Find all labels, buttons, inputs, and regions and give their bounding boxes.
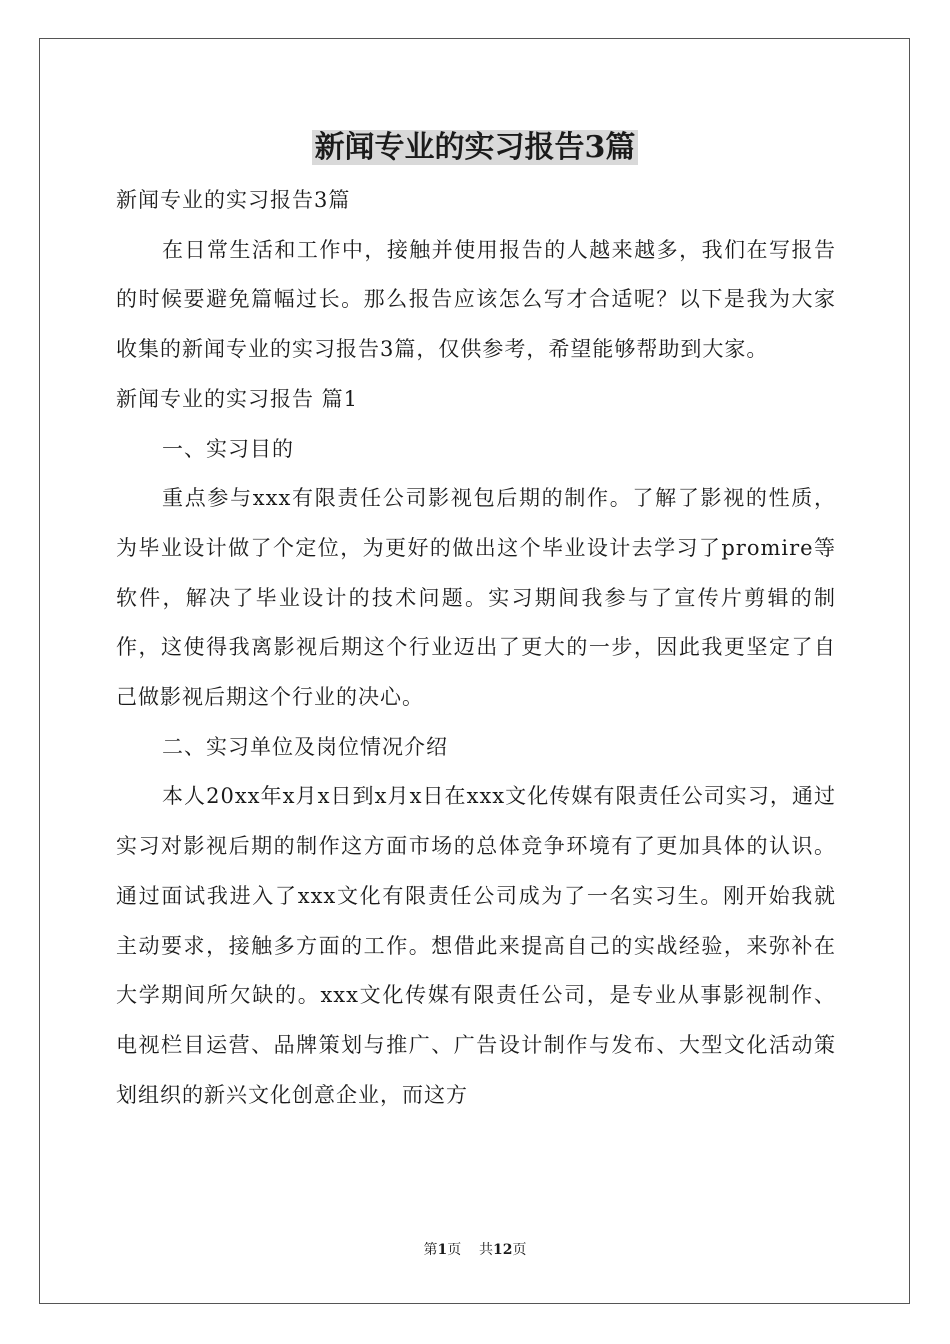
footer-page-number: 1 [437, 1242, 448, 1258]
paragraph-intro: 在日常生活和工作中，接触并使用报告的人越来越多，我们在写报告的时候要避免篇幅过长。那么报告应该怎么写才合适呢？以下是我为大家收集的新闻专业的实习报告3篇，仅供参考，希望能够帮助到大家。 [116, 237, 836, 362]
heading-unit-intro: 二、实习单位及岗位情况介绍 [162, 734, 448, 759]
footer-page-suffix: 页 [447, 1242, 462, 1258]
footer-total-prefix: 共 [479, 1242, 494, 1258]
paragraph-purpose: 重点参与xxx有限责任公司影视包后期的制作。了解了影视的性质，为毕业设计做了个定位，为更好的做出这个毕业设计去学习了promire等软件，解决了毕业设计的技术问题。实习期间我参与了宣传片剪辑的制作，这使得我离影视后期这个行业迈出了更大的一步，因此我更坚定了自己做影视后期这个行业的决心。 [116, 486, 836, 710]
footer-total-pages: 12 [493, 1242, 513, 1258]
document-title [0, 124, 950, 172]
heading-purpose: 一、实习目的 [162, 436, 294, 461]
footer-page-prefix: 第 [423, 1242, 438, 1258]
section-heading-part1: 新闻专业的实习报告 篇1 [116, 386, 359, 411]
document-title-text: 新闻专业的实习报告3篇 [312, 130, 639, 165]
paragraph-subtitle: 新闻专业的实习报告3篇 [116, 188, 351, 212]
footer-total-suffix: 页 [512, 1242, 527, 1258]
document-body [116, 176, 836, 1120]
page-footer [0, 1240, 950, 1260]
paragraph-unit-intro: 本人20xx年x月x日到x月x日在xxx文化传媒有限责任公司实习，通过实习对影视后期的制作这方面市场的总体竞争环境有了更加具体的认识。通过面试我进入了xxx文化有限责任公司成为了一名实习生。刚开始我就主动要求，接触多方面的工作。想借此来提高自己的实战经验，来弥补在大学期间所欠缺的。xxx文化传媒有限责任公司，是专业从事影视制作、电视栏目运营、品牌策划与推广、广告设计制作与发布、大型文化活动策划组织的新兴文化创意企业，而这方 [116, 784, 836, 1107]
